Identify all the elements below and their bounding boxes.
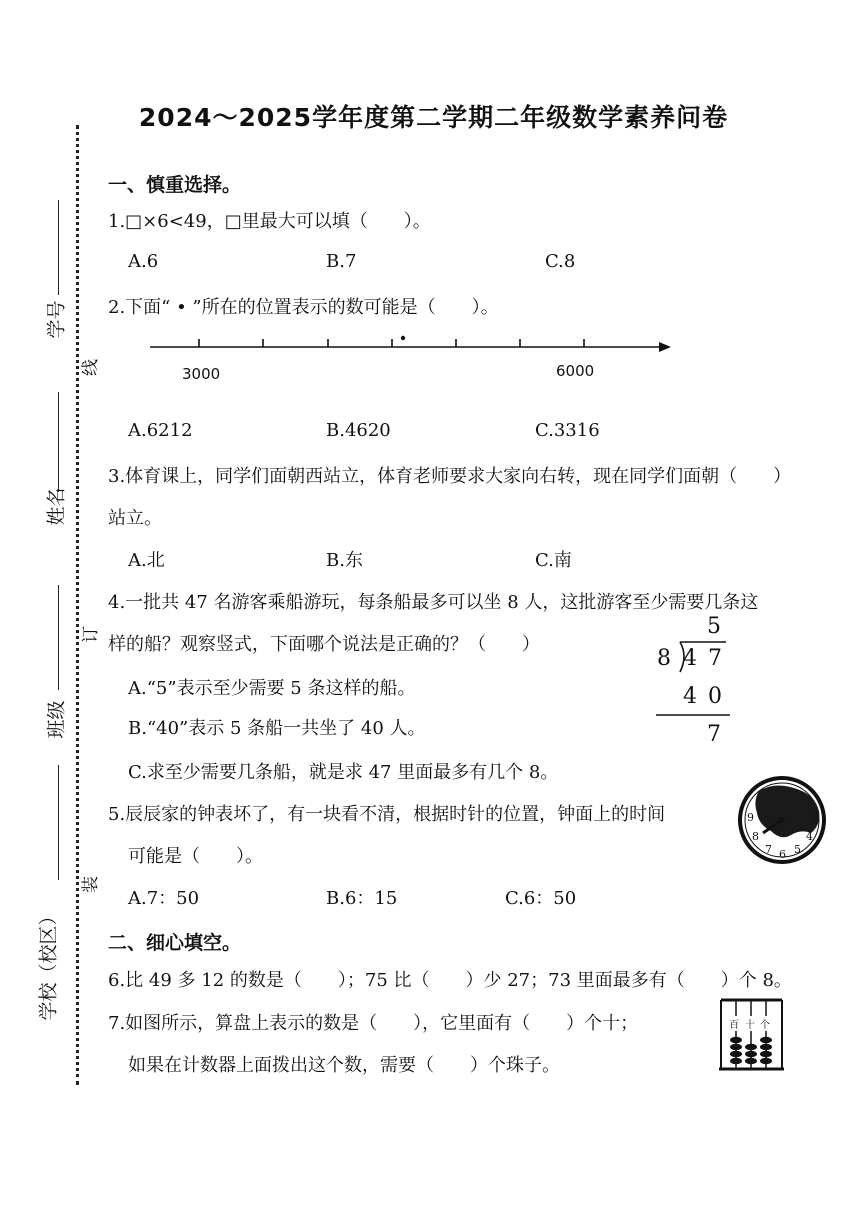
q4-option-a: A.“5”表示至少需要 5 条这样的船。 (128, 678, 416, 699)
page-title: 2024～2025学年度第二学期二年级数学素养问卷 (138, 103, 729, 132)
q5-option-a: A.7：50 (128, 888, 200, 909)
division-divisor: 8 (657, 646, 671, 671)
abacus (718, 995, 788, 1073)
clock-number-4: 4 (806, 830, 813, 843)
clock-number-7: 7 (765, 843, 772, 856)
q5-option-c: C.6：50 (505, 888, 577, 909)
q3-option-c: C.南 (535, 550, 572, 571)
binding-dotted-line (76, 125, 79, 1085)
division-remainder: 7 (707, 722, 721, 747)
clock-number-8: 8 (752, 830, 759, 843)
question-3-line1: 3.体育课上，同学们面朝西站立，体育老师要求大家向右转，现在同学们面朝（ ） (108, 466, 792, 487)
question-3-line2: 站立。 (108, 508, 162, 529)
q3-option-b: B.东 (326, 550, 363, 571)
question-5-line1: 5.辰辰家的钟表坏了，有一块看不清，根据时针的位置，钟面上的时间 (108, 804, 666, 825)
question-1: 1.□×6<49，□里最大可以填（ ）。 (108, 211, 431, 232)
abacus-label-hundreds: 百 (729, 1016, 739, 1031)
q4-option-c: C.求至少需要几条船，就是求 47 里面最多有几个 8。 (128, 762, 559, 783)
q1-option-c: C.8 (545, 251, 576, 272)
q4-option-b: B.“40”表示 5 条船一共坐了 40 人。 (128, 718, 426, 739)
section-1-heading: 一、慎重选择。 (108, 174, 242, 196)
cut-mark-bind: 订 (81, 626, 101, 643)
question-5-line2: 可能是（ ）。 (128, 846, 263, 867)
q2-option-c: C.3316 (535, 420, 600, 441)
question-7-line2: 如果在计数器上面拨出这个数，需要（ ）个珠子。 (128, 1055, 560, 1076)
axis-label-6000: 6000 (556, 362, 595, 380)
clock-number-5: 5 (794, 843, 801, 856)
cut-mark-fold: 装 (81, 876, 101, 893)
number-line-dot (401, 336, 405, 340)
clock-number-9: 9 (747, 811, 754, 824)
q2-option-a: A.6212 (128, 420, 193, 441)
name-label: 姓名 (45, 487, 68, 526)
q5-option-b: B.6：15 (326, 888, 398, 909)
clock-number-6: 6 (779, 848, 786, 861)
division-dividend: 4 7 (683, 646, 724, 671)
section-2-heading: 二、细心填空。 (108, 932, 242, 954)
clock-number-3: 3 (811, 811, 818, 824)
question-6: 6.比 49 多 12 的数是（ ）；75 比（ ）少 27；73 里面最多有（ ）个 8。 (108, 970, 792, 991)
abacus-label-tens: 十 (745, 1016, 755, 1031)
class-label: 班级 (45, 700, 68, 739)
student-id-underline (58, 200, 59, 295)
q1-option-a: A.6 (128, 251, 159, 272)
axis-label-3000: 3000 (182, 365, 221, 383)
student-id-label: 学号 (45, 300, 68, 339)
q3-option-a: A.北 (128, 550, 165, 571)
school-label: 学校（校区） (37, 906, 60, 1021)
question-4-line1: 4.一批共 47 名游客乘船游玩，每条船最多可以坐 8 人，这批游客至少需要几条这 (108, 592, 759, 613)
name-underline (58, 392, 59, 492)
abacus-label-ones: 个 (760, 1016, 770, 1031)
number-line (145, 330, 675, 390)
cut-mark-line: 线 (81, 359, 101, 376)
question-7-line1: 7.如图所示，算盘上表示的数是（ ），它里面有（ ）个十； (108, 1013, 639, 1034)
division-product: 4 0 (683, 684, 724, 709)
school-underline (58, 765, 59, 880)
division-bracket (650, 638, 740, 723)
class-underline (58, 585, 59, 690)
division-quotient: 5 (707, 614, 721, 639)
q1-option-b: B.7 (326, 251, 357, 272)
q2-option-b: B.4620 (326, 420, 391, 441)
question-4-line2: 样的船？观察竖式，下面哪个说法是正确的？（ ） (108, 634, 540, 655)
question-2: 2.下面“ • ”所在的位置表示的数可能是（ ）。 (108, 297, 499, 318)
